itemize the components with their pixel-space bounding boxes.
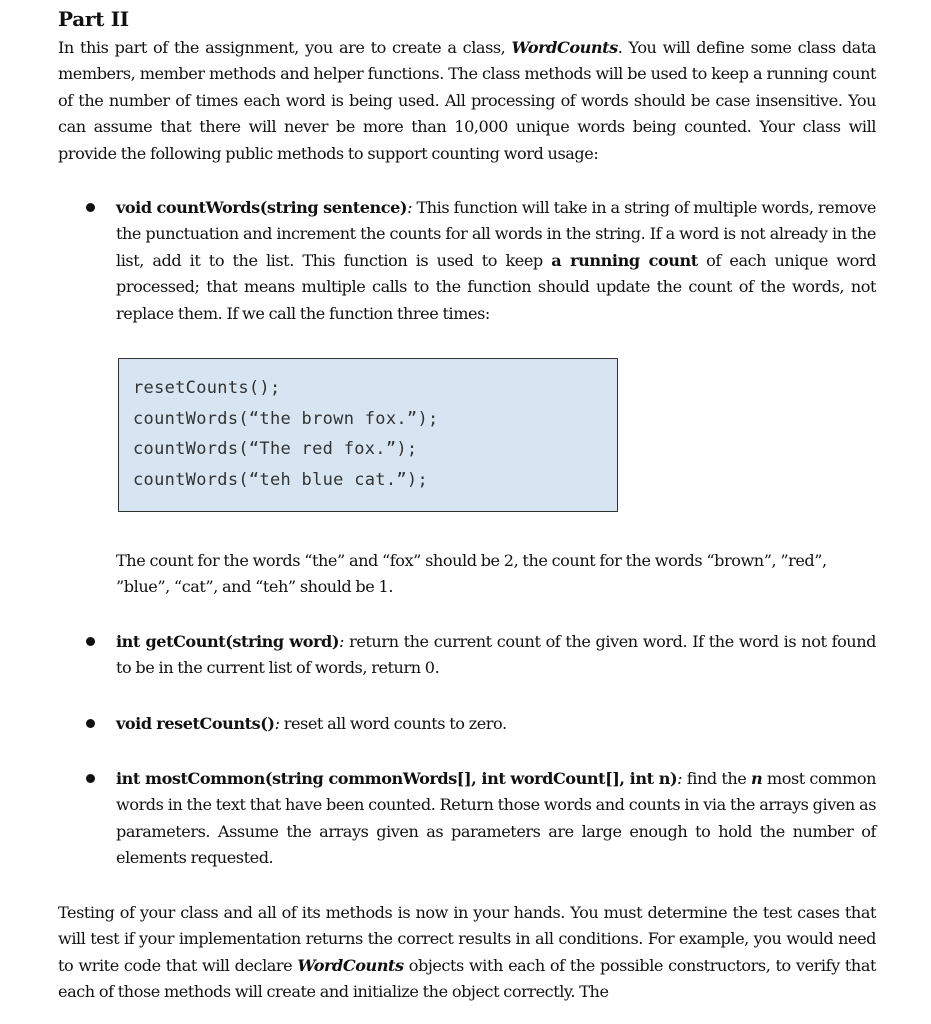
- bullet-dot: [86, 203, 95, 212]
- intro-paragraph: [58, 35, 876, 167]
- class-name: WordCounts: [511, 38, 618, 57]
- closing-text-1: Testing of your class and all of its methods is now in your hands. You must determine the test cases that will test if your implementation returns the correct results in all conditions. For example, you would need to write code that will declare: [58, 903, 876, 975]
- method-description-cont: most common words in the text that have been counted. Return those words and counts in via the arrays given as parameters. Assume the arrays given as parameters are large enough to hold the number of elements requested.: [116, 769, 876, 868]
- method-description: return the current count of the given word. If the word is not found to be in the current list of words, return 0.: [116, 632, 876, 678]
- class-name: WordCounts: [297, 955, 404, 975]
- code-line: countWords(“The red fox.”);: [133, 439, 418, 459]
- method-getcount: [116, 629, 876, 682]
- expected-counts-text: The count for the words “the” and “fox” should be 2, the count for the words “brown”, ”red”, ”blue”, “cat”, and “teh” should be 1.: [116, 551, 827, 597]
- closing-text-2: objects with each of the possible constructors, to verify that each of those methods will create and initialize the object correctly. The: [58, 955, 876, 1002]
- code-line: countWords(“teh blue cat.”);: [133, 469, 428, 490]
- method-colon: :: [339, 632, 344, 651]
- method-mostcommon: [116, 766, 876, 872]
- bullet-dot: [86, 637, 95, 646]
- method-countwords: [116, 195, 876, 327]
- closing-paragraph: [58, 900, 876, 1006]
- code-line: countWords(“the brown fox.”);: [133, 408, 439, 429]
- intro-text-2: . You will define some class data members, member methods and helper functions. The class methods will be used to keep a running count of the number of times each word is being used. All processing of words should be case insensitive. You can assume that there will never be more than 10,000 unique words being counted. Your class will provide the following public methods to support counting word usage:: [58, 38, 876, 163]
- code-line: resetCounts();: [133, 378, 281, 398]
- bullet-dot: [86, 774, 95, 783]
- method-description: reset all word counts to zero.: [279, 714, 507, 733]
- method-colon: :: [677, 769, 683, 788]
- method-colon: :: [407, 198, 413, 217]
- section-title: Part II: [58, 7, 129, 31]
- param-n: n: [751, 769, 763, 788]
- method-resetcounts: [116, 711, 876, 737]
- method-description: This function will take in a string of multiple words, remove the punctuation and increment the counts for all words in the string. If a word is not already in the list, add it to the list. This function is used to keep: [116, 198, 876, 270]
- code-example-box: [118, 358, 618, 512]
- emphasis-running-count: a running count: [551, 250, 698, 270]
- method-signature: void countWords(string sentence): [116, 198, 408, 217]
- bullet-dot: [86, 719, 95, 728]
- method-description-cont: of each unique word processed; that means multiple calls to the function should update the count of the words, not replace them. If we call the function three times:: [116, 250, 877, 323]
- method-colon: :: [274, 714, 280, 733]
- method-signature: void resetCounts(): [116, 714, 275, 733]
- intro-text-1: In this part of the assignment, you are to create a class,: [58, 38, 512, 57]
- method-signature: int mostCommon(string commonWords[], int wordCount[], int n): [116, 769, 678, 788]
- method-description: find the: [682, 769, 751, 788]
- method-signature: int getCount(string word): [116, 632, 339, 651]
